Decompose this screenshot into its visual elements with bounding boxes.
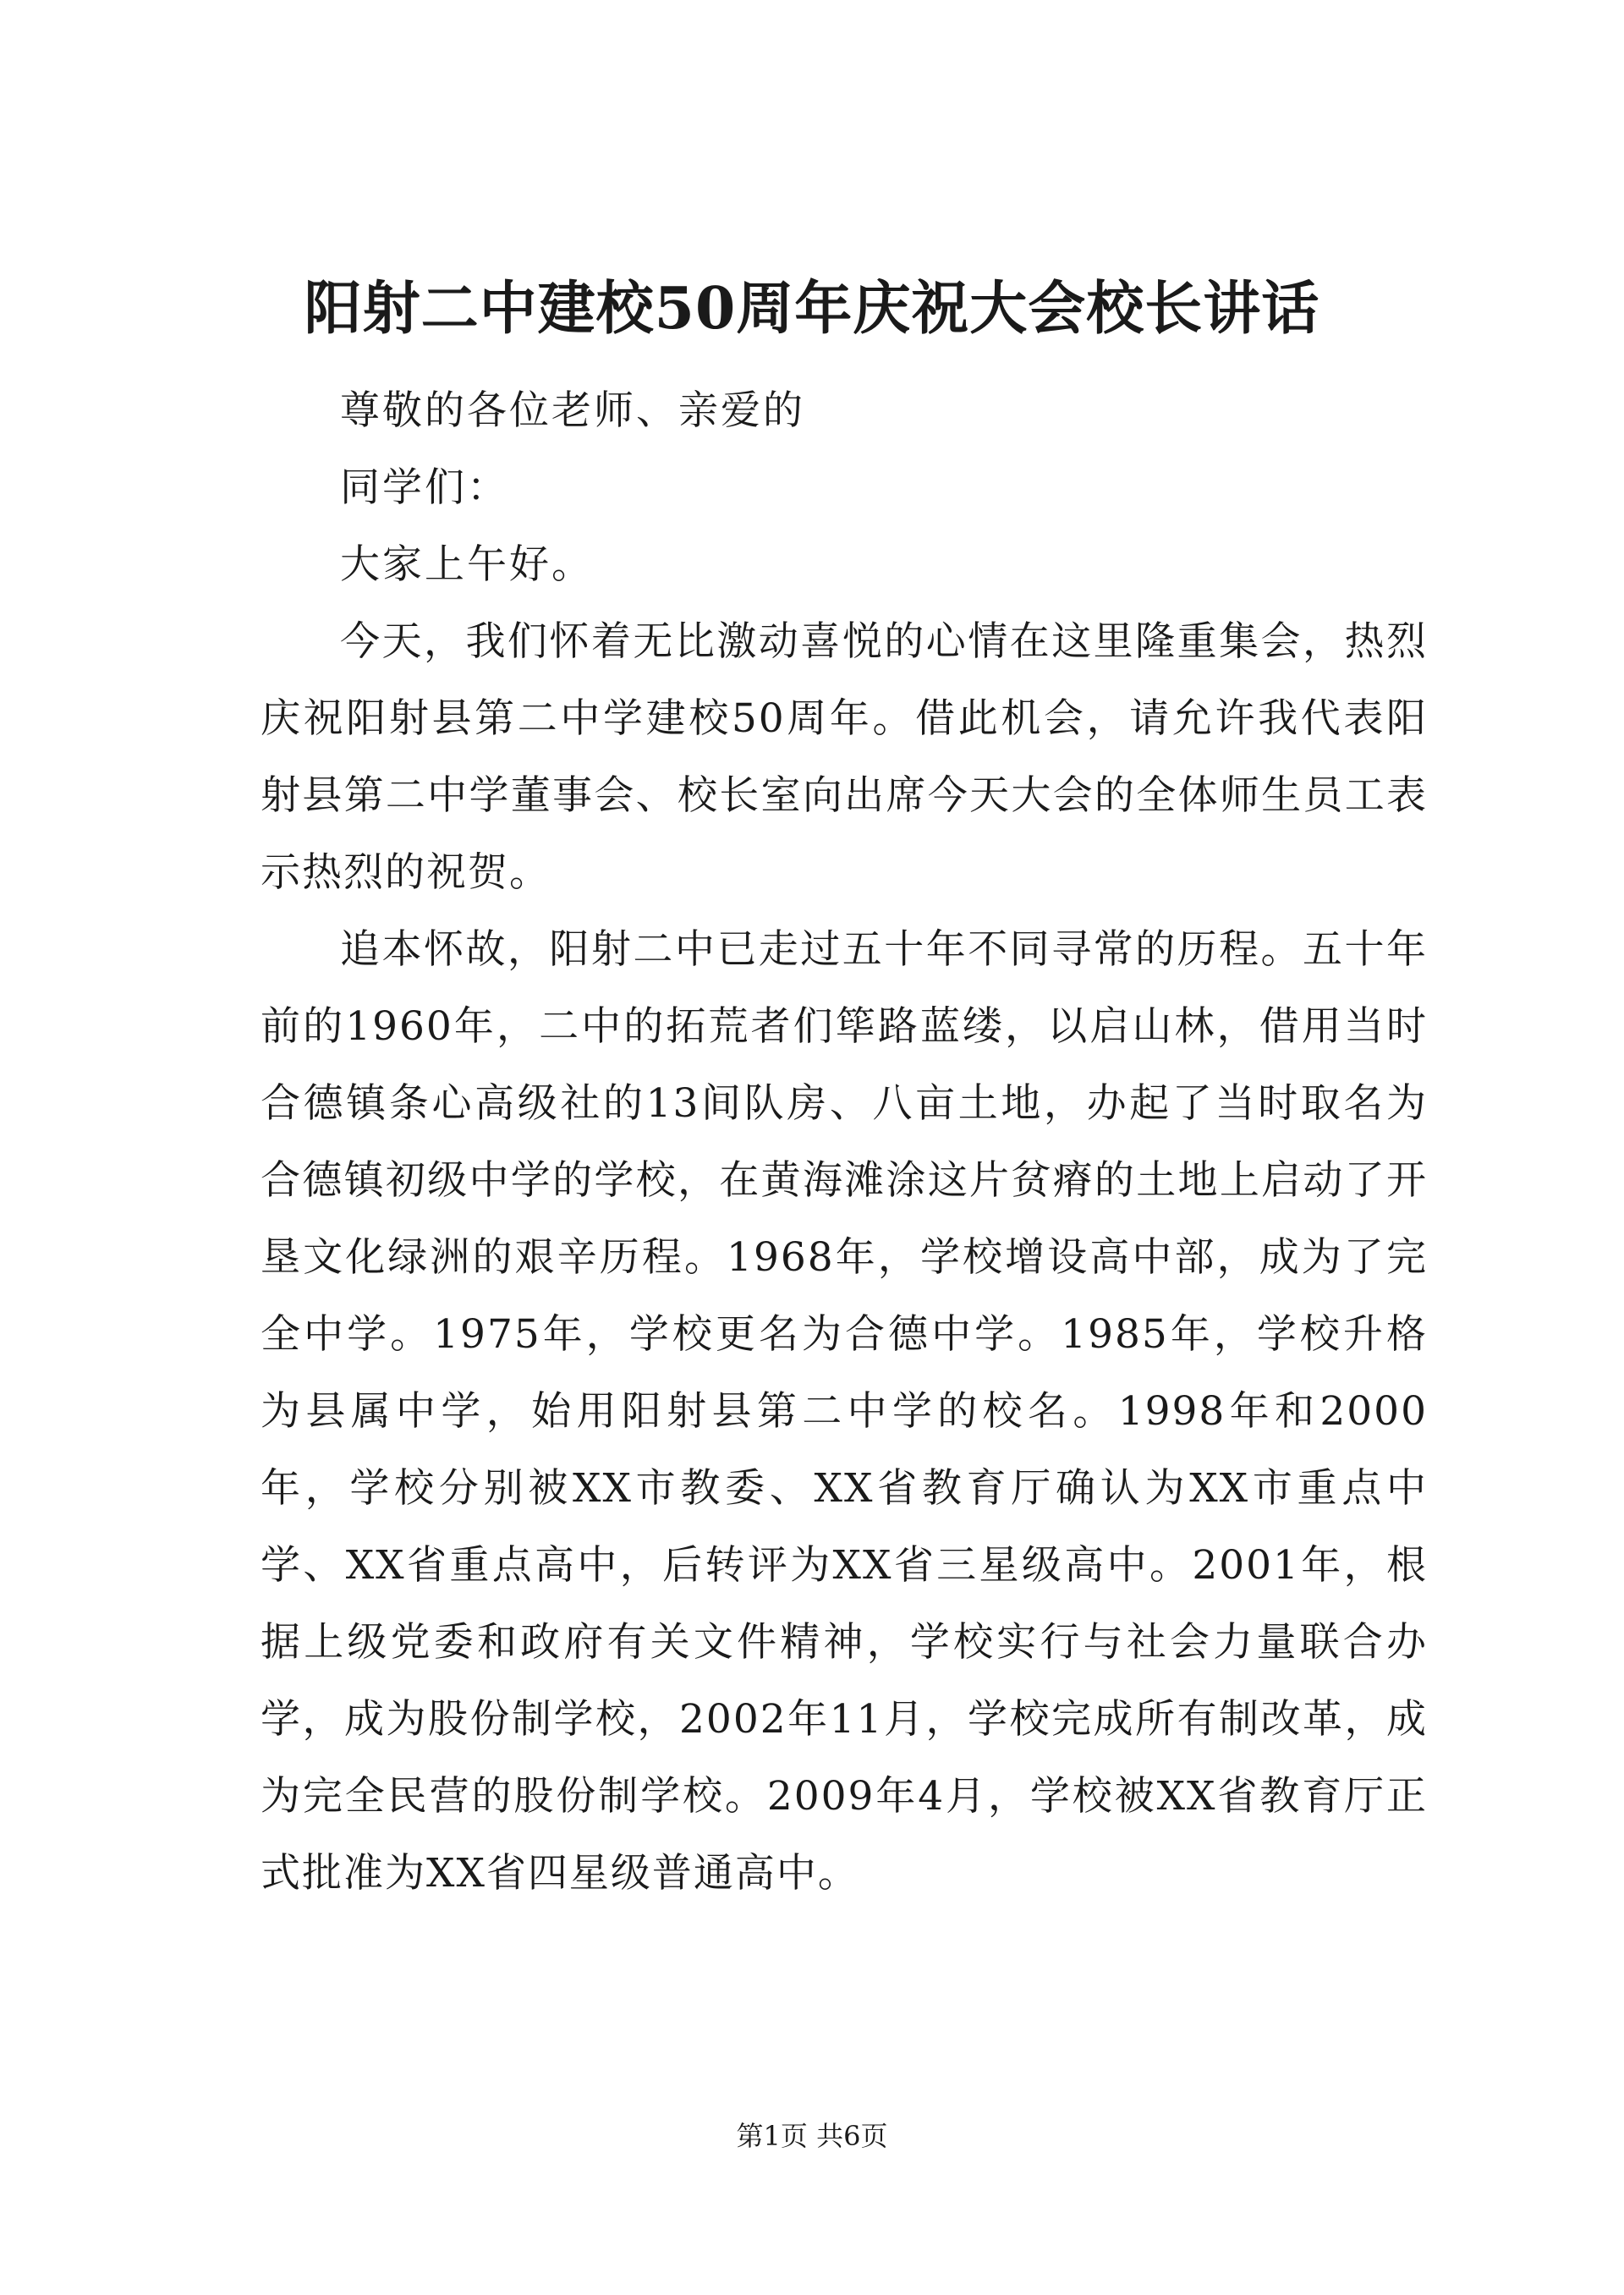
salutation-line-1: 尊敬的各位老师、亲爱的 <box>340 387 805 434</box>
page-footer <box>0 2119 1624 2153</box>
salutation-line-2: 同学们： <box>340 464 509 511</box>
greeting-line: 大家上午好。 <box>340 541 594 588</box>
page-number: 第1页 <box>736 2120 808 2152</box>
page-total: 共6页 <box>816 2120 888 2152</box>
paragraph-history: 追本怀故，阳射二中已走过五十年不同寻常的历程。五十年前的1960年，二中的拓荒者们筚路蓝缕，以启山林，借用当时合德镇条心高级社的13间队房、八亩土地，办起了当时取名为合德镇初级中学的学校，在黄海滩涂这片贫瘠的土地上启动了开垦文化绿洲的艰辛历程。1968年，学校增设高中部，成为了完全中学。1975年，学校更名为合德中学。1985年，学校升格为县属中学，始用阳射县第二中学的校名。1998年和2000年，学校分别被XX市教委、XX省教育厅确认为XX市重点中学、XX省重点高中，后转评为XX省三星级高中。2001年，根据上级党委和政府有关文件精神，学校实行与社会力量联合办学，成为股份制学校，2002年11月，学校完成所有制改革，成为完全民营的股份制学校。2009年4月，学校被XX省教育厅正式批准为XX省四星级普通高中。 <box>261 926 1428 1897</box>
paragraph-celebration: 今天，我们怀着无比激动喜悦的心情在这里隆重集会，热烈庆祝阳射县第二中学建校50周年。借此机会，请允许我代表阳射县第二中学董事会、校长室向出席今天大会的全体师生员工表示热烈的祝贺。 <box>261 618 1428 896</box>
document-title: 阳射二中建校50周年庆祝大会校长讲话 <box>304 275 1320 343</box>
document-body <box>261 372 1428 1912</box>
